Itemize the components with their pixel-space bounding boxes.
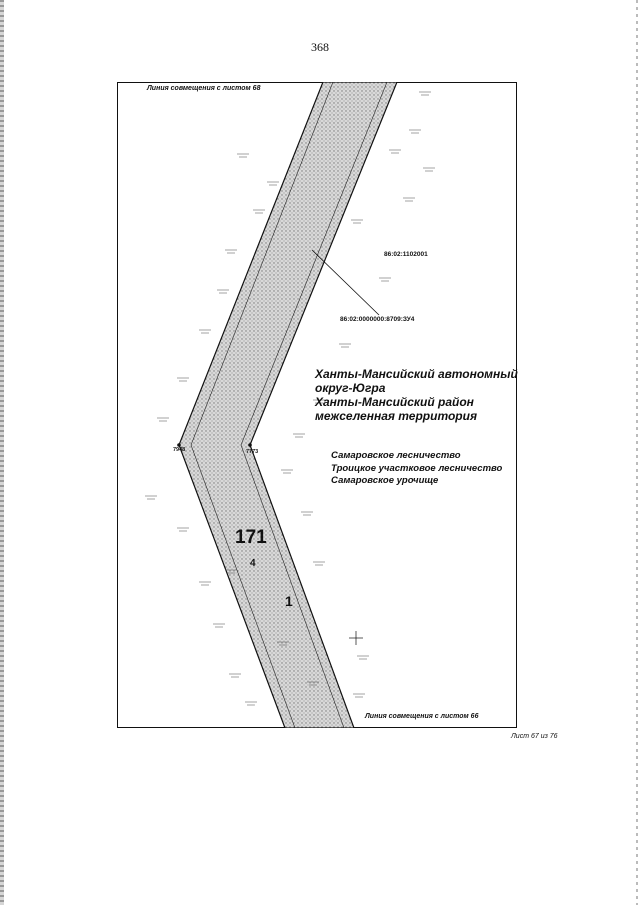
admin-line-3: Ханты-Мансийский район	[315, 395, 474, 409]
scan-edge-left	[0, 0, 4, 905]
admin-line-1: Ханты-Мансийский автономный	[315, 367, 518, 381]
forestry-label	[331, 450, 502, 488]
forestry-line-3: Самаровское урочище	[331, 475, 439, 486]
page-number: 368	[311, 40, 329, 54]
admin-line-4: межселенная территория	[315, 409, 478, 423]
allotment-number: 1	[285, 593, 293, 609]
cadastral-quarter-label: 86:02:1102001	[384, 251, 428, 258]
crosshair-marker	[349, 631, 363, 645]
match-line-top-label: Линия совмещения с листом 68	[147, 85, 261, 92]
scan-edge-right	[636, 0, 638, 905]
map-frame[interactable]	[117, 82, 517, 728]
point-label-right: 7773	[246, 449, 259, 455]
sheet-counter: Лист 67 из 76	[511, 733, 558, 740]
point-label-left: 7948	[173, 447, 186, 453]
admin-line-2: округ-Югра	[315, 381, 386, 395]
leader-line-plot	[312, 250, 379, 315]
forest-allotment-number: 4	[250, 558, 256, 569]
forestry-line-2: Троицкое участковое лесничество	[331, 462, 503, 474]
forestry-line-1: Самаровское лесничество	[331, 450, 461, 461]
cadastral-plot-label: 86:02:0000000:8709:ЗУ4	[340, 316, 415, 323]
boundary-point-right	[248, 443, 252, 447]
match-line-bottom-label: Линия совмещения с листом 66	[365, 713, 479, 720]
admin-territory-label	[315, 367, 518, 423]
forest-quarter-number: 171	[235, 527, 267, 548]
